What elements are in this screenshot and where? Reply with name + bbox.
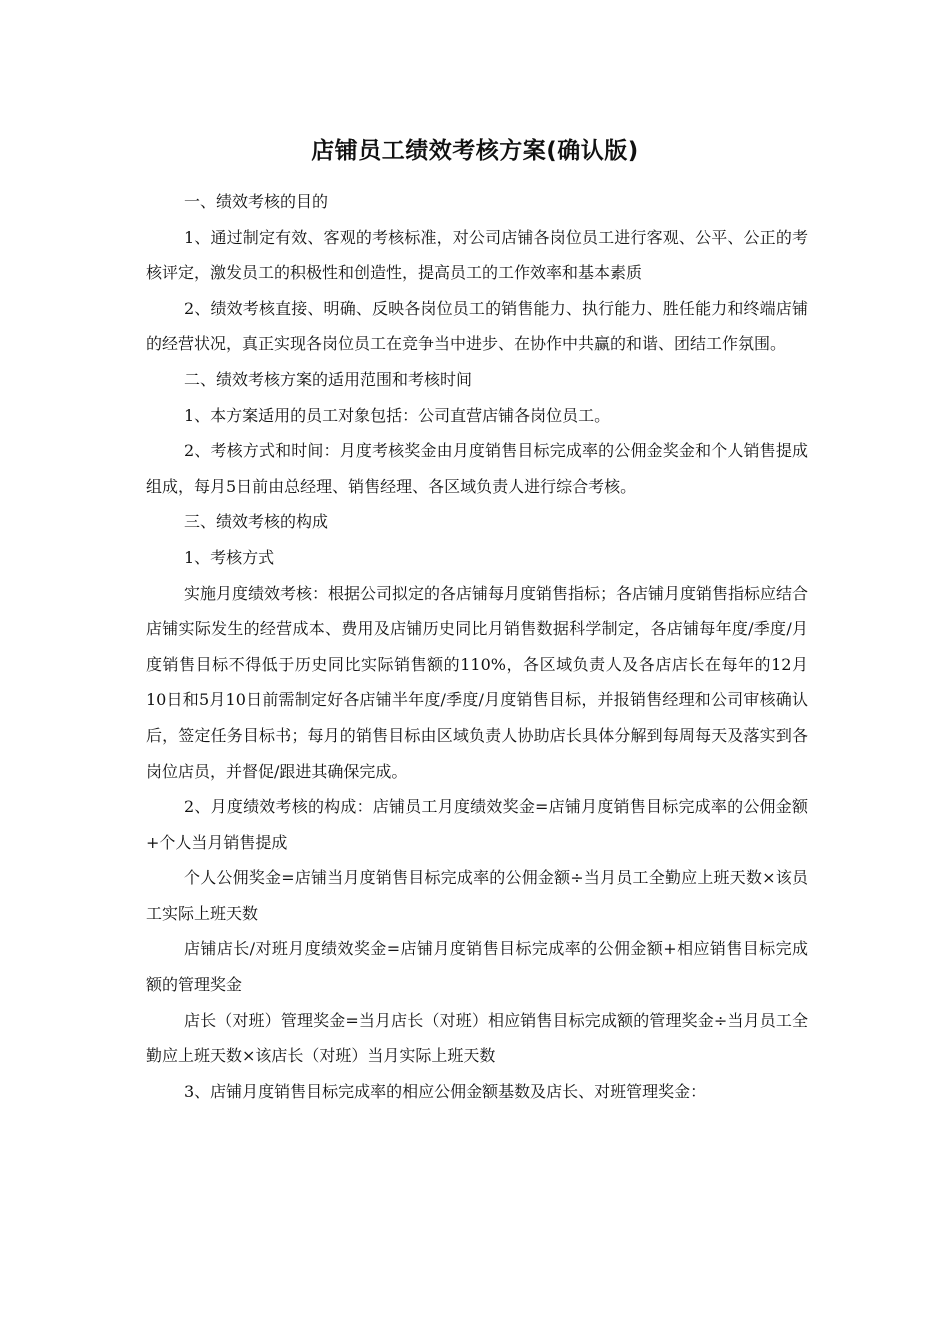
- paragraph: 2、绩效考核直接、明确、反映各岗位员工的销售能力、执行能力、胜任能力和终端店铺的经营状况，真正实现各岗位员工在竞争当中进步、在协作中共赢的和谐、团结工作氛围。: [146, 298, 808, 354]
- paragraph: 1、本方案适用的员工对象包括：公司直营店铺各岗位员工。: [184, 405, 611, 425]
- paragraph: 1、通过制定有效、客观的考核标准，对公司店铺各岗位员工进行客观、公平、公正的考核评定，激发员工的积极性和创造性，提高员工的工作效率和基本素质: [146, 227, 808, 283]
- document-title: 店铺员工绩效考核方案(确认版): [311, 138, 639, 164]
- section-heading-scope: 二、绩效考核方案的适用范围和考核时间: [184, 369, 473, 389]
- section-heading-purpose: 一、绩效考核的目的: [184, 192, 329, 211]
- subsection-heading: 1、考核方式: [184, 547, 275, 567]
- document-body: [146, 184, 808, 1109]
- paragraph: 2、月度绩效考核的构成：店铺员工月度绩效奖金=店铺月度销售目标完成率的公佣金额+个人当月销售提成: [146, 797, 808, 852]
- formula-paragraph: 店长（对班）管理奖金=当月店长（对班）相应销售目标完成额的管理奖金÷当月员工全勤应上班天数×该店长（对班）当月实际上班天数: [146, 1010, 808, 1066]
- paragraph: 3、店铺月度销售目标完成率的相应公佣金额基数及店长、对班管理奖金：: [184, 1081, 707, 1101]
- section-heading-structure: 三、绩效考核的构成: [184, 512, 329, 532]
- formula-paragraph: 店铺店长/对班月度绩效奖金=店铺月度销售目标完成率的公佣金额+相应销售目标完成额的管理奖金: [146, 939, 808, 995]
- paragraph: 实施月度绩效考核：根据公司拟定的各店铺每月度销售指标；各店铺月度销售指标应结合店铺实际发生的经营成本、费用及店铺历史同比月销售数据科学制定，各店铺每年度/季度/月度销售目标不得低于历史同比实际销售额的110%，各区域负责人及各店店长在每年的12月10日和5月10日前需制定好各店铺半年度/季度/月度销售目标，并报销售经理和公司审核确认后，签定任务目标书；每月的销售目标由区域负责人协助店长具体分解到每周每天及落实到各岗位店员，并督促/跟进其确保完成。: [146, 583, 809, 781]
- formula-paragraph: 个人公佣奖金=店铺当月度销售目标完成率的公佣金额÷当月员工全勤应上班天数×该员工实际上班天数: [146, 868, 808, 923]
- paragraph: 2、考核方式和时间：月度考核奖金由月度销售目标完成率的公佣金奖金和个人销售提成组成，每月5日前由总经理、销售经理、各区域负责人进行综合考核。: [146, 441, 808, 496]
